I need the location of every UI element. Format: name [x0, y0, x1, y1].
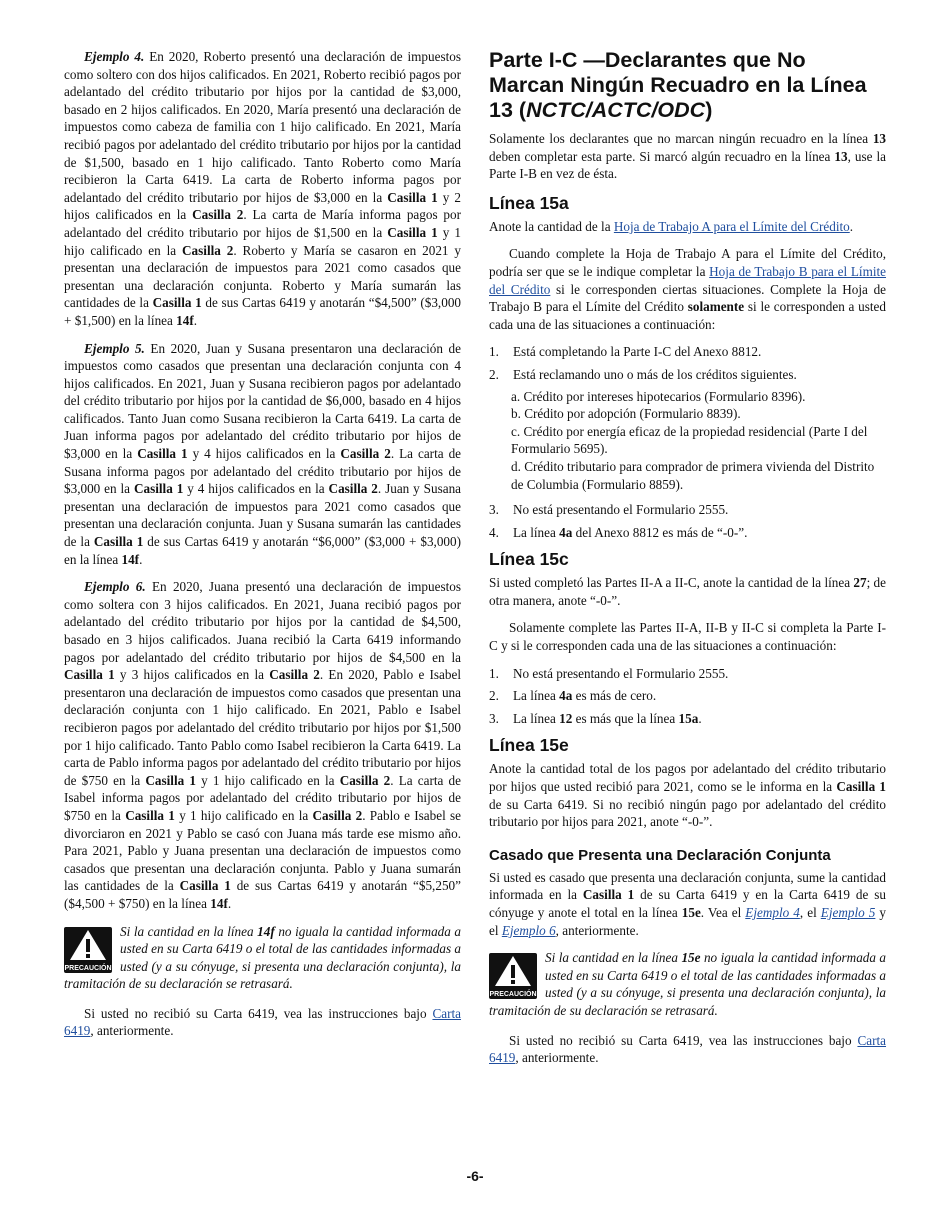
line-15c-heading: Línea 15c — [489, 549, 569, 570]
carta-6419-link[interactable]: Carta 6419 — [489, 1032, 887, 1066]
example-4-paragraph: Ejemplo 4. En 2020, Roberto presentó una declaración de impuestos como soltero con dos hijos calificados. En 2021, Roberto recibió pagos por adelantado del crédito tributario por hijos por la cantidad de $3,000, basado en 2 hijos calificados. En 2020, María presentó una declaración de impuestos como cabeza de familia con 1 hijo calificado. En 2021, María recibió pagos por adelantado del crédito tributario por hijos por la cantidad de $1,500, basado en 1 hijo calificado. Tanto Roberto como María recibieron la Carta 6419. La carta de Roberto informa pagos por adelantado del crédito tributario por hijos de $3,000 en la Casilla 1 y 2 hijos calificados en la Casilla 2. La carta de María informa pagos por adelantado del crédito tributario por hijos de $1,500 en la Casilla 1 y 1 hijo calificado en la Casilla 2. Roberto y María se casaron en 2021 y presentan una declaración de impuestos para 2021 como casados que presentan una declaración conjunta. Roberto y María sumarán las cantidades de la Casilla 1 de sus Cartas 6419 y anotarán “$4,500” ($3,000 + $1,500) en la línea 14f. — [64, 49, 462, 328]
sublist-item: c. Crédito por energía eficaz de la propiedad residencial (Parte I del Formulario 5695). — [511, 423, 868, 457]
carta-6419-link[interactable]: Carta 6419 — [64, 1005, 462, 1039]
line-15c-conditions — [489, 665, 886, 728]
list-item: 4. La línea 4a del Anexo 8812 es más de “-0-”. — [489, 524, 748, 540]
line-15a-paragraph: Anote la cantidad de la Hoja de Trabajo A para el Límite del Crédito. — [489, 218, 854, 234]
list-item: 2. La línea 4a es más de cero. — [489, 688, 657, 704]
list-item: 2. Está reclamando uno o más de los créditos siguientes. — [489, 366, 797, 382]
worksheet-a-link[interactable]: Hoja de Trabajo A para el Límite del Crédito — [613, 218, 850, 234]
worksheet-b-link[interactable]: Hoja de Trabajo B para el Límite del Crédito — [489, 263, 887, 297]
example-4-link[interactable]: Ejemplo 4 — [745, 905, 800, 920]
example-5-link[interactable]: Ejemplo 5 — [820, 905, 876, 920]
joint-return-paragraph: Si usted es casado que presenta una declaración conjunta, sume la cantidad informada en la Casilla 1 de su Carta 6419 y en la Carta 6419 de su cónyuge y anote el total en la línea 15e. Vea el Ejemplo 4, el Ejemplo 5 y el Ejemplo 6, anteriormente. — [489, 869, 887, 938]
page-number: -6- — [466, 1168, 484, 1184]
line-15a-paragraph-2: Cuando complete la Hoja de Trabajo A para el Límite del Crédito, podría ser que se le indique completar la Hoja de Trabajo B para el Límite del Crédito si le corresponden ciertas situaciones. Complete la Hoja de Trabajo B para el Límite del Crédito solamente si le corresponden a usted cada una de las situaciones a continuación: — [489, 246, 887, 332]
line-15a-heading: Línea 15a — [489, 192, 569, 213]
sublist-item: d. Crédito tributario para comprador de primera vivienda del Distrito de Columbia (Formulario 8859). — [511, 458, 875, 492]
example-6-link[interactable]: Ejemplo 6 — [501, 922, 556, 938]
joint-return-heading: Casado que Presenta una Declaración Conjunta — [489, 846, 831, 864]
line-15e-paragraph: Anote la cantidad total de los pagos por adelantado del crédito tributario por hijos que usted recibió para 2021, como se le informa en la Casilla 1 de su Carta 6419. Si no recibió ningún pago por adelantado del crédito tributario por hijos para 2021, anote “-0-”. — [489, 761, 887, 830]
caution-note-14f — [64, 923, 461, 993]
example-6-title: Ejemplo 6. — [84, 579, 146, 595]
left-column — [64, 48, 461, 1050]
example-5-title: Ejemplo 5. — [84, 340, 145, 356]
caution-icon — [489, 953, 537, 999]
line-15c-paragraph-2: Solamente complete las Partes II-A, II-B y II-C si completa la Parte I-C y si le corresponden cada una de las situaciones a continuación: — [489, 620, 886, 654]
list-item: 1. Está completando la Parte I-C del Anexo 8812. — [489, 344, 762, 360]
conditions-list — [489, 343, 886, 383]
caution-text: Si la cantidad en la línea 14f no iguala la cantidad informada a usted en su Carta 6419 o el total de las cantidades informadas a usted (y a su cónyuge, si presenta una declaración conjunta), la tramitación de su declaración se retrasará. — [64, 923, 462, 992]
no-letter-paragraph: Si usted no recibió su Carta 6419, vea las instrucciones bajo Carta 6419, anteriormente. — [489, 1032, 887, 1066]
list-item: 1. No está presentando el Formulario 2555. — [489, 665, 729, 681]
caution-icon — [64, 927, 112, 973]
line-15c-paragraph: Si usted completó las Partes II-A a II-C, anote la cantidad de la línea 27; de otra manera, anote “-0-”. — [489, 575, 887, 608]
example-5-paragraph: Ejemplo 5. En 2020, Juan y Susana presentaron una declaración de impuestos como casados que presentan una declaración conjunta con 4 hijos calificados. En 2021, Juan y Susana recibieron pagos por adelantado del crédito tributario por hijos por la cantidad de $6,000, basado en 4 hijos calificados. Tanto Juan como Susana recibieron la Carta 6419. La carta de Juan informa pagos por adelantado del crédito tributario por hijos de $3,000 en la Casilla 1 y 4 hijos calificados en la Casilla 2. La carta de Susana informa pagos por adelantado del crédito tributario por hijos de $3,000 en la Casilla 1 y 4 hijos calificados en la Casilla 2. Juan y Susana presentan una declaración de impuestos para 2021 como casados que presentan una declaración conjunta. Juan y Susana sumarán las cantidades de la Casilla 1 de sus Cartas 6419 y anotarán “$6,000” ($3,000 + $3,000) en la línea 14f. — [64, 340, 462, 567]
example-6-paragraph: Ejemplo 6. En 2020, Juana presentó una declaración de impuestos como soltera con 3 hijos calificados. En 2021, Juana recibió pagos por adelantado del crédito tributario por hijos por la cantidad de $4,500, basado en 3 hijos calificados. Juana recibió la Carta 6419 informando pagos por adelantado del crédito tributario por hijos de $4,500 en la Casilla 1 y 3 hijos calificados en la Casilla 2. En 2020, Pablo e Isabel presentaron una declaración de impuestos como casados que presentan una declaración conjunta con 1 hijo calificado. En 2021, Pablo e Isabel recibieron pagos por adelantado del crédito tributario por hijos por $1,500 por 1 hijo calificado. Tanto Pablo como Isabel recibieron la Carta 6419. La carta de Pablo informa pagos por adelantado del crédito tributario por hijos de $750 en la Casilla 1 y 1 hijo calificado en la Casilla 2. La carta de Isabel informa pagos por adelantado del crédito tributario por hijos de $750 en la Casilla 1 y 1 hijo calificado en la Casilla 2. Pablo e Isabel se divorciaron en 2021 y Pablo se casó con Juana más tarde ese mismo año. Para 2021, Pablo y Juana presentan una declaración de impuestos como casados que presentan una declaración conjunta. Pablo y Juana sumarán las cantidades de la Casilla 1 de sus Cartas 6419 y anotarán “$5,250” ($4,500 + $750) en la línea 14f. — [64, 579, 462, 911]
list-item: 3. No está presentando el Formulario 2555. — [489, 502, 729, 518]
caution-label: PRECAUCIÓN — [64, 964, 112, 972]
part-ic-intro: Solamente los declarantes que no marcan ningún recuadro en la línea 13 deben completar esta parte. Si marcó algún recuadro en la línea 13, use la Parte I-B en vez de ésta. — [489, 131, 886, 182]
caution-text: Si la cantidad en la línea 15e no iguala la cantidad informada a usted en su Carta 6419 o el total de las cantidades informadas a usted (y a su cónyuge, si presenta una declaración conjunta), la tramitación de su declaración se retrasará. — [489, 950, 887, 1018]
right-column — [489, 48, 886, 1077]
line-15e-heading: Línea 15e — [489, 735, 569, 756]
part-ic-heading: Parte I-C —Declarantes que No Marcan Ningún Recuadro en la Línea 13 (NCTC/ACTC/ODC) — [489, 48, 867, 122]
example-4-title: Ejemplo 4. — [84, 49, 145, 64]
credits-sublist — [489, 388, 886, 494]
caution-label: PRECAUCIÓN — [489, 991, 537, 999]
list-item: 3. La línea 12 es más que la línea 15a. — [489, 710, 702, 726]
caution-note-15e — [489, 949, 886, 1019]
conditions-list-continued — [489, 501, 886, 541]
sublist-item: b. Crédito por adopción (Formulario 8839). — [511, 406, 741, 422]
no-letter-paragraph: Si usted no recibió su Carta 6419, vea las instrucciones bajo Carta 6419, anteriormente. — [64, 1005, 462, 1039]
sublist-item: a. Crédito por intereses hipotecarios (Formulario 8396). — [511, 388, 806, 404]
